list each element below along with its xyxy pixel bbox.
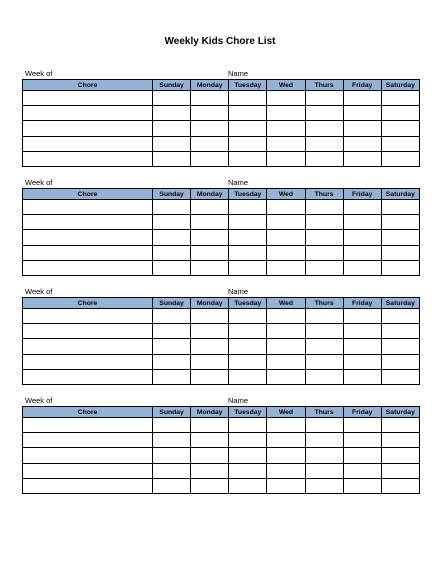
chore-table <box>22 79 420 167</box>
table-row <box>23 215 420 230</box>
day-cell[interactable] <box>343 339 381 354</box>
day-cell[interactable] <box>191 369 229 384</box>
chore-section <box>22 69 419 167</box>
day-cell[interactable] <box>343 369 381 384</box>
day-cell[interactable] <box>229 136 267 151</box>
day-cell[interactable] <box>191 106 229 121</box>
day-cell[interactable] <box>381 478 419 493</box>
day-column-header: Friday <box>343 298 381 309</box>
day-cell[interactable] <box>267 91 305 106</box>
day-cell[interactable] <box>381 354 419 369</box>
day-cell[interactable] <box>229 418 267 433</box>
day-cell[interactable] <box>191 200 229 215</box>
day-cell[interactable] <box>381 215 419 230</box>
day-cell[interactable] <box>267 324 305 339</box>
day-cell[interactable] <box>153 354 191 369</box>
day-cell[interactable] <box>267 433 305 448</box>
chore-section <box>22 178 419 276</box>
week-of-label: Week of <box>25 178 53 187</box>
table-row <box>23 136 420 151</box>
chore-cell[interactable] <box>23 260 153 275</box>
day-column-header: Tuesday <box>229 189 267 200</box>
day-cell[interactable] <box>267 339 305 354</box>
day-cell[interactable] <box>305 309 343 324</box>
day-cell[interactable] <box>191 151 229 166</box>
day-cell[interactable] <box>305 463 343 478</box>
day-cell[interactable] <box>267 260 305 275</box>
day-cell[interactable] <box>343 230 381 245</box>
week-of-label: Week of <box>25 287 53 296</box>
day-cell[interactable] <box>343 200 381 215</box>
chore-cell[interactable] <box>23 91 153 106</box>
day-cell[interactable] <box>343 121 381 136</box>
day-cell[interactable] <box>191 463 229 478</box>
header-row <box>23 189 420 200</box>
day-cell[interactable] <box>343 418 381 433</box>
day-cell[interactable] <box>305 136 343 151</box>
day-cell[interactable] <box>191 215 229 230</box>
day-cell[interactable] <box>267 418 305 433</box>
day-cell[interactable] <box>305 448 343 463</box>
day-cell[interactable] <box>191 433 229 448</box>
day-cell[interactable] <box>267 215 305 230</box>
table-row <box>23 230 420 245</box>
day-cell[interactable] <box>267 151 305 166</box>
chore-cell[interactable] <box>23 121 153 136</box>
day-cell[interactable] <box>381 369 419 384</box>
week-of-label: Week of <box>25 396 53 405</box>
day-cell[interactable] <box>191 245 229 260</box>
chore-cell[interactable] <box>23 324 153 339</box>
day-cell[interactable] <box>381 230 419 245</box>
chore-cell[interactable] <box>23 215 153 230</box>
day-column-header: Wed <box>267 189 305 200</box>
day-cell[interactable] <box>381 106 419 121</box>
chore-cell[interactable] <box>23 200 153 215</box>
day-cell[interactable] <box>381 418 419 433</box>
day-cell[interactable] <box>381 324 419 339</box>
day-cell[interactable] <box>229 151 267 166</box>
chore-cell[interactable] <box>23 433 153 448</box>
day-cell[interactable] <box>267 245 305 260</box>
day-cell[interactable] <box>381 91 419 106</box>
day-column-header: Saturday <box>381 298 419 309</box>
day-cell[interactable] <box>343 91 381 106</box>
table-row <box>23 448 420 463</box>
day-cell[interactable] <box>191 136 229 151</box>
table-row <box>23 478 420 493</box>
day-cell[interactable] <box>305 200 343 215</box>
day-column-header: Saturday <box>381 80 419 91</box>
day-cell[interactable] <box>191 121 229 136</box>
day-column-header: Friday <box>343 80 381 91</box>
day-column-header: Wed <box>267 407 305 418</box>
day-cell[interactable] <box>153 433 191 448</box>
day-cell[interactable] <box>229 354 267 369</box>
chore-cell[interactable] <box>23 448 153 463</box>
section-meta <box>22 287 419 297</box>
day-cell[interactable] <box>191 309 229 324</box>
chore-cell[interactable] <box>23 418 153 433</box>
day-cell[interactable] <box>267 230 305 245</box>
chore-cell[interactable] <box>23 339 153 354</box>
day-cell[interactable] <box>191 230 229 245</box>
day-cell[interactable] <box>381 245 419 260</box>
day-cell[interactable] <box>153 418 191 433</box>
day-column-header: Monday <box>191 407 229 418</box>
day-cell[interactable] <box>191 478 229 493</box>
chore-cell[interactable] <box>23 354 153 369</box>
day-cell[interactable] <box>267 354 305 369</box>
day-cell[interactable] <box>153 136 191 151</box>
day-cell[interactable] <box>229 324 267 339</box>
day-cell[interactable] <box>229 369 267 384</box>
chore-column-header: Chore <box>23 407 153 418</box>
day-cell[interactable] <box>153 200 191 215</box>
section-meta <box>22 396 419 406</box>
table-row <box>23 91 420 106</box>
day-column-header: Thurs <box>305 80 343 91</box>
day-column-header: Wed <box>267 80 305 91</box>
chore-cell[interactable] <box>23 463 153 478</box>
day-cell[interactable] <box>305 324 343 339</box>
day-cell[interactable] <box>343 324 381 339</box>
day-cell[interactable] <box>343 106 381 121</box>
week-of-label: Week of <box>25 69 53 78</box>
chore-table <box>22 406 420 494</box>
table-row <box>23 200 420 215</box>
day-cell[interactable] <box>191 260 229 275</box>
day-cell[interactable] <box>305 91 343 106</box>
day-cell[interactable] <box>343 309 381 324</box>
section-meta <box>22 178 419 188</box>
day-cell[interactable] <box>191 354 229 369</box>
day-cell[interactable] <box>153 369 191 384</box>
day-cell[interactable] <box>343 136 381 151</box>
day-cell[interactable] <box>191 91 229 106</box>
day-column-header: Sunday <box>153 80 191 91</box>
day-cell[interactable] <box>153 448 191 463</box>
day-cell[interactable] <box>381 136 419 151</box>
day-cell[interactable] <box>381 200 419 215</box>
day-cell[interactable] <box>153 106 191 121</box>
header-row <box>23 80 420 91</box>
day-cell[interactable] <box>229 463 267 478</box>
table-row <box>23 309 420 324</box>
day-cell[interactable] <box>381 463 419 478</box>
chore-cell[interactable] <box>23 369 153 384</box>
chore-column-header: Chore <box>23 298 153 309</box>
day-cell[interactable] <box>343 433 381 448</box>
day-column-header: Sunday <box>153 189 191 200</box>
day-column-header: Sunday <box>153 407 191 418</box>
day-cell[interactable] <box>305 106 343 121</box>
day-cell[interactable] <box>153 245 191 260</box>
day-cell[interactable] <box>381 433 419 448</box>
day-cell[interactable] <box>305 121 343 136</box>
chore-cell[interactable] <box>23 309 153 324</box>
day-cell[interactable] <box>153 151 191 166</box>
table-row <box>23 245 420 260</box>
name-label: Name <box>228 178 249 187</box>
day-cell[interactable] <box>229 121 267 136</box>
day-column-header: Sunday <box>153 298 191 309</box>
day-cell[interactable] <box>343 245 381 260</box>
day-cell[interactable] <box>305 418 343 433</box>
day-cell[interactable] <box>305 215 343 230</box>
day-cell[interactable] <box>381 339 419 354</box>
day-cell[interactable] <box>229 260 267 275</box>
day-cell[interactable] <box>267 463 305 478</box>
chore-cell[interactable] <box>23 245 153 260</box>
day-cell[interactable] <box>343 463 381 478</box>
table-row <box>23 121 420 136</box>
day-cell[interactable] <box>305 230 343 245</box>
chore-cell[interactable] <box>23 478 153 493</box>
day-cell[interactable] <box>381 151 419 166</box>
day-column-header: Monday <box>191 298 229 309</box>
day-column-header: Monday <box>191 189 229 200</box>
table-row <box>23 433 420 448</box>
day-cell[interactable] <box>305 369 343 384</box>
day-column-header: Tuesday <box>229 407 267 418</box>
day-column-header: Tuesday <box>229 80 267 91</box>
chore-column-header: Chore <box>23 80 153 91</box>
chore-section <box>22 287 419 385</box>
chore-cell[interactable] <box>23 106 153 121</box>
day-cell[interactable] <box>229 309 267 324</box>
table-row <box>23 151 420 166</box>
day-column-header: Thurs <box>305 298 343 309</box>
day-cell[interactable] <box>153 339 191 354</box>
chore-table <box>22 297 420 385</box>
day-cell[interactable] <box>267 106 305 121</box>
day-cell[interactable] <box>305 260 343 275</box>
day-cell[interactable] <box>343 151 381 166</box>
chore-section <box>22 396 419 494</box>
day-column-header: Saturday <box>381 407 419 418</box>
chore-cell[interactable] <box>23 151 153 166</box>
day-cell[interactable] <box>343 260 381 275</box>
name-label: Name <box>228 69 249 78</box>
day-cell[interactable] <box>305 354 343 369</box>
day-cell[interactable] <box>191 418 229 433</box>
header-row <box>23 407 420 418</box>
day-cell[interactable] <box>267 478 305 493</box>
header-row <box>23 298 420 309</box>
day-cell[interactable] <box>267 369 305 384</box>
day-cell[interactable] <box>153 260 191 275</box>
day-cell[interactable] <box>267 309 305 324</box>
day-cell[interactable] <box>267 448 305 463</box>
day-column-header: Tuesday <box>229 298 267 309</box>
day-cell[interactable] <box>191 448 229 463</box>
day-cell[interactable] <box>153 478 191 493</box>
day-column-header: Monday <box>191 80 229 91</box>
day-cell[interactable] <box>229 200 267 215</box>
chore-cell[interactable] <box>23 136 153 151</box>
day-cell[interactable] <box>343 215 381 230</box>
day-column-header: Wed <box>267 298 305 309</box>
day-cell[interactable] <box>229 215 267 230</box>
day-cell[interactable] <box>153 91 191 106</box>
day-cell[interactable] <box>305 151 343 166</box>
day-cell[interactable] <box>153 230 191 245</box>
name-label: Name <box>228 396 249 405</box>
day-cell[interactable] <box>381 260 419 275</box>
day-cell[interactable] <box>229 230 267 245</box>
table-row <box>23 106 420 121</box>
table-row <box>23 324 420 339</box>
day-cell[interactable] <box>267 136 305 151</box>
day-column-header: Saturday <box>381 189 419 200</box>
table-row <box>23 260 420 275</box>
day-column-header: Thurs <box>305 407 343 418</box>
day-cell[interactable] <box>267 200 305 215</box>
day-cell[interactable] <box>229 448 267 463</box>
table-row <box>23 369 420 384</box>
day-cell[interactable] <box>381 309 419 324</box>
section-meta <box>22 69 419 79</box>
day-cell[interactable] <box>343 478 381 493</box>
day-column-header: Friday <box>343 189 381 200</box>
day-cell[interactable] <box>229 91 267 106</box>
day-cell[interactable] <box>191 324 229 339</box>
day-cell[interactable] <box>381 121 419 136</box>
chore-cell[interactable] <box>23 230 153 245</box>
day-cell[interactable] <box>381 448 419 463</box>
day-cell[interactable] <box>229 106 267 121</box>
day-cell[interactable] <box>153 121 191 136</box>
day-cell[interactable] <box>229 433 267 448</box>
day-cell[interactable] <box>229 339 267 354</box>
day-cell[interactable] <box>305 478 343 493</box>
day-cell[interactable] <box>305 433 343 448</box>
day-cell[interactable] <box>343 354 381 369</box>
day-cell[interactable] <box>153 309 191 324</box>
day-cell[interactable] <box>343 448 381 463</box>
day-cell[interactable] <box>229 245 267 260</box>
day-cell[interactable] <box>191 339 229 354</box>
day-cell[interactable] <box>153 215 191 230</box>
day-cell[interactable] <box>229 478 267 493</box>
day-cell[interactable] <box>267 121 305 136</box>
day-column-header: Friday <box>343 407 381 418</box>
day-cell[interactable] <box>153 324 191 339</box>
table-row <box>23 463 420 478</box>
day-cell[interactable] <box>153 463 191 478</box>
chore-table <box>22 188 420 276</box>
day-cell[interactable] <box>305 339 343 354</box>
table-row <box>23 354 420 369</box>
table-row <box>23 339 420 354</box>
page-title: Weekly Kids Chore List <box>164 36 276 47</box>
table-row <box>23 418 420 433</box>
name-label: Name <box>228 287 249 296</box>
day-cell[interactable] <box>305 245 343 260</box>
chore-column-header: Chore <box>23 189 153 200</box>
day-column-header: Thurs <box>305 189 343 200</box>
